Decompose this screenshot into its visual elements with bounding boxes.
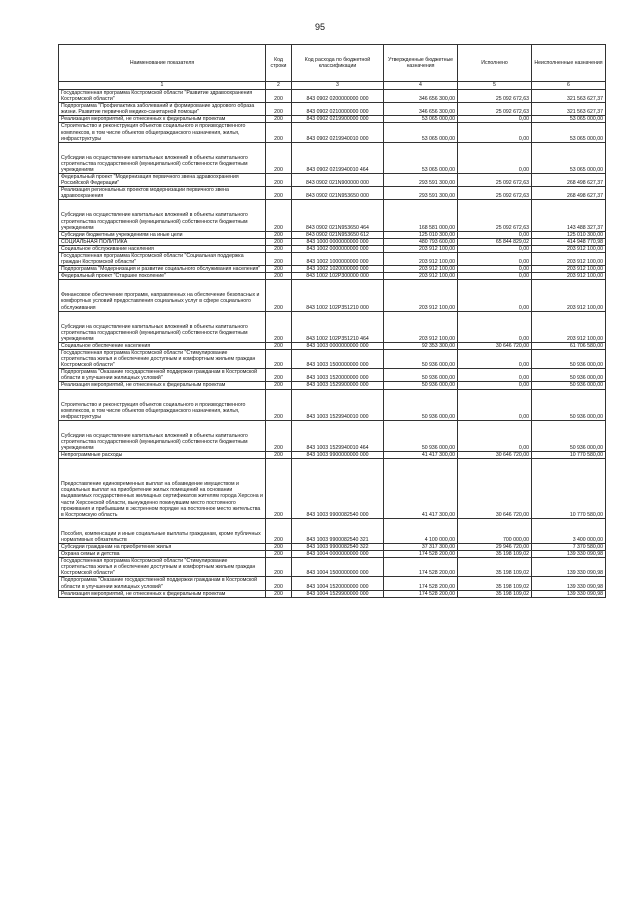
col-number: 3 [292,82,384,90]
row-unexecuted: 50 936 000,00 [532,420,606,451]
row-budget-code: 843 1004 0000000000 000 [292,551,384,558]
row-budget-code: 843 1000 0000000000 000 [292,238,384,245]
row-line-code: 200 [266,311,292,342]
row-name: Субсидии на осуществление капитальных вложений в объекты капитального строительства государственной (муниципальной) собственности бюджетным учреждениям [59,142,266,173]
row-approved: 41 417 300,00 [384,459,458,519]
col-number: 5 [458,82,532,90]
row-name: Охрана семьи и детства [59,551,266,558]
row-unexecuted: 268 498 627,37 [532,187,606,200]
table-row [59,382,606,389]
table-row [59,187,606,200]
row-approved: 174 528 200,00 [384,577,458,590]
row-executed: 0,00 [458,389,532,420]
row-unexecuted: 139 330 090,98 [532,590,606,597]
row-line-code: 200 [266,543,292,550]
row-budget-code: 843 1002 102P351210 464 [292,311,384,342]
row-unexecuted: 321 563 627,37 [532,103,606,116]
row-executed: 35 198 109,02 [458,577,532,590]
col-header-name: Наименование показателя [59,45,266,82]
table-row [59,252,606,265]
row-line-code: 200 [266,142,292,173]
row-unexecuted: 7 370 580,00 [532,543,606,550]
row-approved: 203 912 100,00 [384,245,458,252]
row-line-code: 200 [266,90,292,103]
table-row [59,590,606,597]
row-approved: 125 010 300,00 [384,231,458,238]
row-executed: 30 646 720,00 [458,342,532,349]
row-unexecuted: 203 912 100,00 [532,280,606,311]
row-budget-code: 843 0902 0200000000 000 [292,90,384,103]
row-executed: 0,00 [458,116,532,123]
row-unexecuted: 53 065 000,00 [532,116,606,123]
row-name: Государственная программа Костромской области "Стимулирование строительства жилья и обеспечение доступным и комфортным жильем граждан Костромской области" [59,558,266,577]
col-number: 2 [266,82,292,90]
row-approved: 41 417 300,00 [384,452,458,459]
table-row [59,123,606,142]
row-line-code: 200 [266,187,292,200]
row-executed: 29 946 720,00 [458,543,532,550]
row-name: Строительство и реконструкция объектов социального и производственного комплексов, в том числе объектов общегражданского назначения, жилья, инфраструктуры [59,389,266,420]
row-executed: 25 092 672,63 [458,200,532,231]
table-row [59,90,606,103]
row-executed: 25 092 672,63 [458,187,532,200]
table-row [59,311,606,342]
row-unexecuted: 203 912 100,00 [532,245,606,252]
row-executed: 0,00 [458,245,532,252]
row-name: Социальное обеспечение населения [59,342,266,349]
row-line-code: 200 [266,116,292,123]
col-number: 1 [59,82,266,90]
table-row [59,342,606,349]
row-executed: 35 198 109,02 [458,551,532,558]
table-row [59,200,606,231]
row-approved: 174 528 200,00 [384,558,458,577]
row-executed: 30 646 720,00 [458,452,532,459]
row-unexecuted: 3 400 000,00 [532,518,606,543]
table-row [59,142,606,173]
row-unexecuted: 61 706 580,00 [532,342,606,349]
row-unexecuted: 203 912 100,00 [532,273,606,280]
row-name: Финансовое обеспечение программ, направленных на обеспечение безопасных и комфортных условий предоставления социальных услуг в сфере социального обслуживания [59,280,266,311]
table-row [59,273,606,280]
table-header-row [59,45,606,82]
row-line-code: 200 [266,577,292,590]
row-name: Реализация мероприятий, не отнесенных к федеральным проектам [59,382,266,389]
row-name: Субсидии на осуществление капитальных вложений в объекты капитального строительства государственной (муниципальной) собственности бюджетным учреждениям [59,200,266,231]
row-name: Непрограммные расходы [59,452,266,459]
table-row [59,558,606,577]
table-row [59,551,606,558]
row-executed: 0,00 [458,382,532,389]
row-unexecuted: 50 936 000,00 [532,389,606,420]
row-approved: 92 353 300,00 [384,342,458,349]
row-line-code: 200 [266,389,292,420]
table-row [59,420,606,451]
row-name: Социальное обслуживание населения [59,245,266,252]
row-approved: 203 912 100,00 [384,280,458,311]
row-approved: 203 912 100,00 [384,252,458,265]
col-header-budget-code: Код расхода по бюджетной классификации [292,45,384,82]
row-budget-code: 843 0902 0210000000 000 [292,103,384,116]
row-executed: 65 844 829,02 [458,238,532,245]
row-line-code: 200 [266,551,292,558]
row-budget-code: 843 1004 1529900000 000 [292,590,384,597]
row-name: Государственная программа Костромской области "Социальная поддержка граждан Костромской области" [59,252,266,265]
row-approved: 37 317 300,00 [384,543,458,550]
row-line-code: 200 [266,266,292,273]
row-executed: 35 198 109,02 [458,558,532,577]
row-line-code: 200 [266,231,292,238]
row-approved: 50 936 000,00 [384,369,458,382]
table-row [59,459,606,519]
table-row [59,452,606,459]
row-approved: 4 100 000,00 [384,518,458,543]
row-name: Реализация мероприятий, не отнесенных к федеральным проектам [59,116,266,123]
row-unexecuted: 203 912 100,00 [532,311,606,342]
row-executed: 0,00 [458,311,532,342]
row-budget-code: 843 1002 0000000000 000 [292,245,384,252]
table-row [59,231,606,238]
row-line-code: 200 [266,174,292,187]
table-row [59,389,606,420]
row-approved: 203 912 100,00 [384,273,458,280]
row-line-code: 200 [266,518,292,543]
row-executed: 0,00 [458,280,532,311]
row-budget-code: 843 0902 021N953650 000 [292,187,384,200]
row-approved: 293 591 300,00 [384,187,458,200]
row-budget-code: 843 0902 021N953650 464 [292,200,384,231]
row-budget-code: 843 1003 1520000000 000 [292,369,384,382]
row-approved: 168 581 000,00 [384,200,458,231]
row-budget-code: 843 1002 1020000000 000 [292,266,384,273]
row-unexecuted: 139 330 090,98 [532,551,606,558]
row-line-code: 200 [266,590,292,597]
col-header-line-code: Код строки [266,45,292,82]
table-row [59,266,606,273]
col-header-executed: Исполнено [458,45,532,82]
row-line-code: 200 [266,459,292,519]
row-budget-code: 843 0902 0219940010 464 [292,142,384,173]
row-name: Субсидии бюджетным учреждениям на иные цели [59,231,266,238]
row-executed: 25 092 672,63 [458,103,532,116]
row-line-code: 200 [266,369,292,382]
row-unexecuted: 53 065 000,00 [532,142,606,173]
row-line-code: 200 [266,382,292,389]
table-row [59,543,606,550]
row-budget-code: 843 0902 0219940010 000 [292,123,384,142]
page-number: 95 [314,22,325,32]
row-approved: 50 936 000,00 [384,389,458,420]
row-approved: 203 912 100,00 [384,311,458,342]
row-executed: 0,00 [458,350,532,369]
row-budget-code: 843 0902 021N900000 000 [292,174,384,187]
row-executed: 35 198 109,02 [458,590,532,597]
row-budget-code: 843 1003 9900082540 000 [292,459,384,519]
row-name: Федеральный проект "Модернизация первичного звена здравоохранения Российской Федерации" [59,174,266,187]
table-row [59,280,606,311]
row-approved: 50 936 000,00 [384,382,458,389]
row-approved: 346 656 300,00 [384,90,458,103]
col-number: 4 [384,82,458,90]
row-executed: 0,00 [458,252,532,265]
row-line-code: 200 [266,200,292,231]
row-approved: 203 912 100,00 [384,266,458,273]
col-header-approved: Утвержденные бюджетные назначения [384,45,458,82]
row-budget-code: 843 1004 1520000000 000 [292,577,384,590]
row-approved: 480 793 600,00 [384,238,458,245]
row-name: Субсидии на осуществление капитальных вложений в объекты капитального строительства государственной (муниципальной) собственности бюджетным учреждениям [59,311,266,342]
row-unexecuted: 53 065 000,00 [532,123,606,142]
row-name: Государственная программа Костромской области "Стимулирование строительства жилья и обеспечение доступным и комфортным жильем граждан Костромской области" [59,350,266,369]
row-budget-code: 843 1003 9900000000 000 [292,452,384,459]
row-name: Предоставление единовременных выплат на обзаведение имуществом и социальных выплат на приобретение жилых помещений на основании выдаваемых государственных жилищных сертификатов жителям города Херсона и части Херсонской области, вынужденно покинувшим место постоянного проживания и прибывшим в экстренном порядке на постоянное место жительства в Костромскую область [59,459,266,519]
table-row [59,577,606,590]
row-line-code: 200 [266,342,292,349]
row-name: Государственная программа Костромской области "Развитие здравоохранения Костромской области" [59,90,266,103]
row-budget-code: 843 1003 9900082540 322 [292,543,384,550]
row-line-code: 200 [266,350,292,369]
row-unexecuted: 203 912 100,00 [532,252,606,265]
row-executed: 0,00 [458,420,532,451]
row-name: Пособия, компенсации и иные социальные выплаты гражданам, кроме публичных нормативных обязательств [59,518,266,543]
table-row [59,245,606,252]
row-line-code: 200 [266,273,292,280]
table-row [59,369,606,382]
row-executed: 0,00 [458,231,532,238]
row-budget-code: 843 1002 102P351210 000 [292,280,384,311]
row-budget-code: 843 1003 1529940010 000 [292,389,384,420]
row-unexecuted: 50 936 000,00 [532,350,606,369]
row-budget-code: 843 0902 021N953650 612 [292,231,384,238]
row-line-code: 200 [266,238,292,245]
row-executed: 0,00 [458,142,532,173]
row-name: Федеральный проект "Старшее поколение" [59,273,266,280]
row-unexecuted: 203 912 100,00 [532,266,606,273]
row-budget-code: 843 1003 1500000000 000 [292,350,384,369]
row-approved: 53 065 000,00 [384,142,458,173]
column-number-row [59,82,606,90]
table-row [59,350,606,369]
row-name: Реализация мероприятий, не отнесенных к федеральным проектам [59,590,266,597]
row-budget-code: 843 1002 1000000000 000 [292,252,384,265]
row-budget-code: 843 1003 1529900000 000 [292,382,384,389]
table-row [59,116,606,123]
row-line-code: 200 [266,252,292,265]
row-executed: 0,00 [458,123,532,142]
row-executed: 25 092 672,63 [458,174,532,187]
row-executed: 700 000,00 [458,518,532,543]
table-row [59,518,606,543]
budget-execution-table [58,44,606,598]
table-row [59,103,606,116]
row-approved: 293 591 300,00 [384,174,458,187]
row-executed: 25 092 672,63 [458,90,532,103]
row-name: Подпрограмма "Модернизация и развитие социального обслуживания населения" [59,266,266,273]
row-budget-code: 843 1003 9900082540 321 [292,518,384,543]
row-approved: 174 528 200,00 [384,590,458,597]
row-name: Подпрограмма "Оказание государственной поддержки гражданам в Костромской области в улучшении жилищных условий" [59,577,266,590]
row-unexecuted: 125 010 300,00 [532,231,606,238]
row-unexecuted: 321 563 627,37 [532,90,606,103]
row-budget-code: 843 1004 1500000000 000 [292,558,384,577]
row-executed: 0,00 [458,369,532,382]
row-approved: 53 065 000,00 [384,123,458,142]
row-name: Строительство и реконструкция объектов социального и производственного комплексов, в том числе объектов общегражданского назначения, жилья, инфраструктуры [59,123,266,142]
col-header-unexecuted: Неисполненные назначения [532,45,606,82]
row-line-code: 200 [266,280,292,311]
row-line-code: 200 [266,452,292,459]
row-unexecuted: 139 330 090,98 [532,558,606,577]
row-budget-code: 843 1002 102P300000 000 [292,273,384,280]
row-budget-code: 843 1003 1529940010 464 [292,420,384,451]
table-row [59,238,606,245]
row-name: Субсидии гражданам на приобретение жилья [59,543,266,550]
row-approved: 50 936 000,00 [384,420,458,451]
row-approved: 346 656 300,00 [384,103,458,116]
row-unexecuted: 139 330 090,98 [532,577,606,590]
row-line-code: 200 [266,103,292,116]
row-budget-code: 843 1003 0000000000 000 [292,342,384,349]
col-number: 6 [532,82,606,90]
row-unexecuted: 143 488 327,37 [532,200,606,231]
row-executed: 30 646 720,00 [458,459,532,519]
row-approved: 53 065 000,00 [384,116,458,123]
row-unexecuted: 268 498 627,37 [532,174,606,187]
row-unexecuted: 50 936 000,00 [532,369,606,382]
row-line-code: 200 [266,558,292,577]
row-approved: 50 936 000,00 [384,350,458,369]
row-executed: 0,00 [458,266,532,273]
row-unexecuted: 50 936 000,00 [532,382,606,389]
row-name: СОЦИАЛЬНАЯ ПОЛИТИКА [59,238,266,245]
row-unexecuted: 414 948 770,98 [532,238,606,245]
row-name: Субсидии на осуществление капитальных вложений в объекты капитального строительства государственной (муниципальной) собственности бюджетным учреждениям [59,420,266,451]
row-budget-code: 843 0902 0219900000 000 [292,116,384,123]
row-executed: 0,00 [458,273,532,280]
table-row [59,174,606,187]
row-approved: 174 528 200,00 [384,551,458,558]
row-line-code: 200 [266,420,292,451]
row-name: Реализация региональных проектов модернизации первичного звена здравоохранения [59,187,266,200]
row-name: Подпрограмма "Оказание государственной поддержки гражданам в Костромской области в улучшении жилищных условий" [59,369,266,382]
row-unexecuted: 10 770 580,00 [532,452,606,459]
row-line-code: 200 [266,123,292,142]
row-name: Подпрограмма "Профилактика заболеваний и формирование здорового образа жизни. Развитие первичной медико-санитарной помощи" [59,103,266,116]
table-body [59,90,606,598]
row-line-code: 200 [266,245,292,252]
row-unexecuted: 10 770 580,00 [532,459,606,519]
